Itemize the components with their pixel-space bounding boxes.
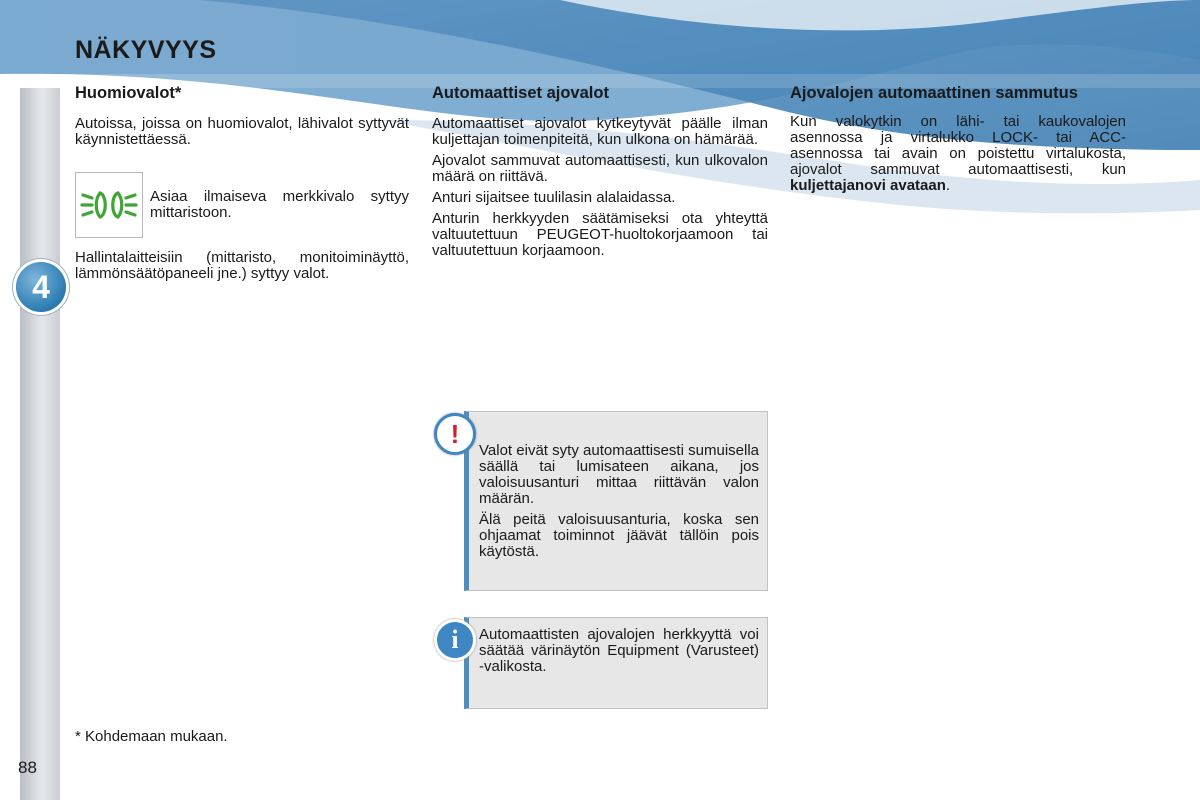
page-number: 88 — [18, 758, 37, 777]
chapter-number: 4 — [32, 268, 50, 305]
paragraph-switch-off-text: Kun valokytkin on lähi- tai kaukovalojen asennossa ja virtalukko LOCK- tai ACC-asennossa tai avain on poistettu virtalukosta, ajovalot sammuvat automaattisesti, kun — [790, 113, 1126, 178]
paragraph-switch-off — [790, 114, 1126, 194]
tell-tale-box — [75, 172, 143, 238]
tell-tale-row — [75, 172, 409, 238]
column-automatic-headlamps — [432, 84, 768, 264]
page-title: NÄKYVYYS — [75, 36, 217, 64]
warning-note — [450, 411, 768, 591]
heading-daytime-running-lights: Huomiovalot* — [75, 84, 182, 102]
warning-note-body — [479, 443, 759, 565]
warning-paragraph-cover-sensor: Älä peitä valoisuusanturia, koska sen ohjaamat toiminnot jäävät tällöin pois käytöstä. — [479, 511, 759, 560]
paragraph-auto-on: Automaattiset ajovalot kytkeytyvät päälle ilman kuljettajan toimenpiteitä, kun ulkona on hämärää. — [432, 115, 768, 148]
chapter-side-bar — [20, 88, 60, 800]
chapter-tab — [16, 262, 66, 312]
warning-exclamation-icon: ! — [434, 413, 476, 455]
paragraph-sensor-location: Anturi sijaitsee tuulilasin alalaidassa. — [432, 189, 676, 206]
column-automatic-switch-off — [790, 84, 1126, 199]
info-note — [451, 617, 768, 709]
heading-automatic-switch-off: Ajovalojen automaattinen sammutus — [790, 84, 1078, 102]
info-paragraph-sensitivity: Automaattisten ajovalojen herkkyyttä voi säätää värinäytön Equipment (Varusteet) -valikosta. — [479, 626, 759, 675]
daytime-running-lights-icon — [79, 185, 139, 225]
paragraph-daytime-intro: Autoissa, joissa on huomiovalot, lähivalot syttyvät käynnistettäessä. — [75, 115, 409, 148]
warning-paragraph-fog: Valot eivät syty automaattisesti sumuisella säällä tai lumisateen aikana, jos valoisuusanturi mittaa riittävän valon määrän. — [479, 442, 759, 507]
info-note-body — [479, 627, 759, 680]
information-icon: i — [434, 619, 476, 661]
paragraph-switch-off-end: . — [945, 177, 951, 194]
heading-automatic-headlamps: Automaattiset ajovalot — [432, 84, 609, 102]
paragraph-auto-off: Ajovalot sammuvat automaattisesti, kun ulkovalon määrä on riittävä. — [432, 152, 768, 185]
paragraph-controls-lit: Hallintalaitteisiin (mittaristo, monitoiminäyttö, lämmönsäätöpaneeli jne.) syttyy valot. — [75, 249, 409, 282]
tell-tale-description: Asiaa ilmaiseva merkkivalo syttyy mittaristoon. — [150, 188, 409, 221]
column-daytime-running-lights — [75, 84, 409, 287]
paragraph-sensitivity-dealer: Anturin herkkyyden säätämiseksi ota yhteyttä valtuutettuun PEUGEOT-huoltokorjaamoon tai valtuutettuun korjaamoon. — [432, 210, 768, 259]
footnote: * Kohdemaan mukaan. — [75, 728, 228, 745]
paragraph-switch-off-bold: kuljettajanovi avataan — [790, 177, 946, 194]
